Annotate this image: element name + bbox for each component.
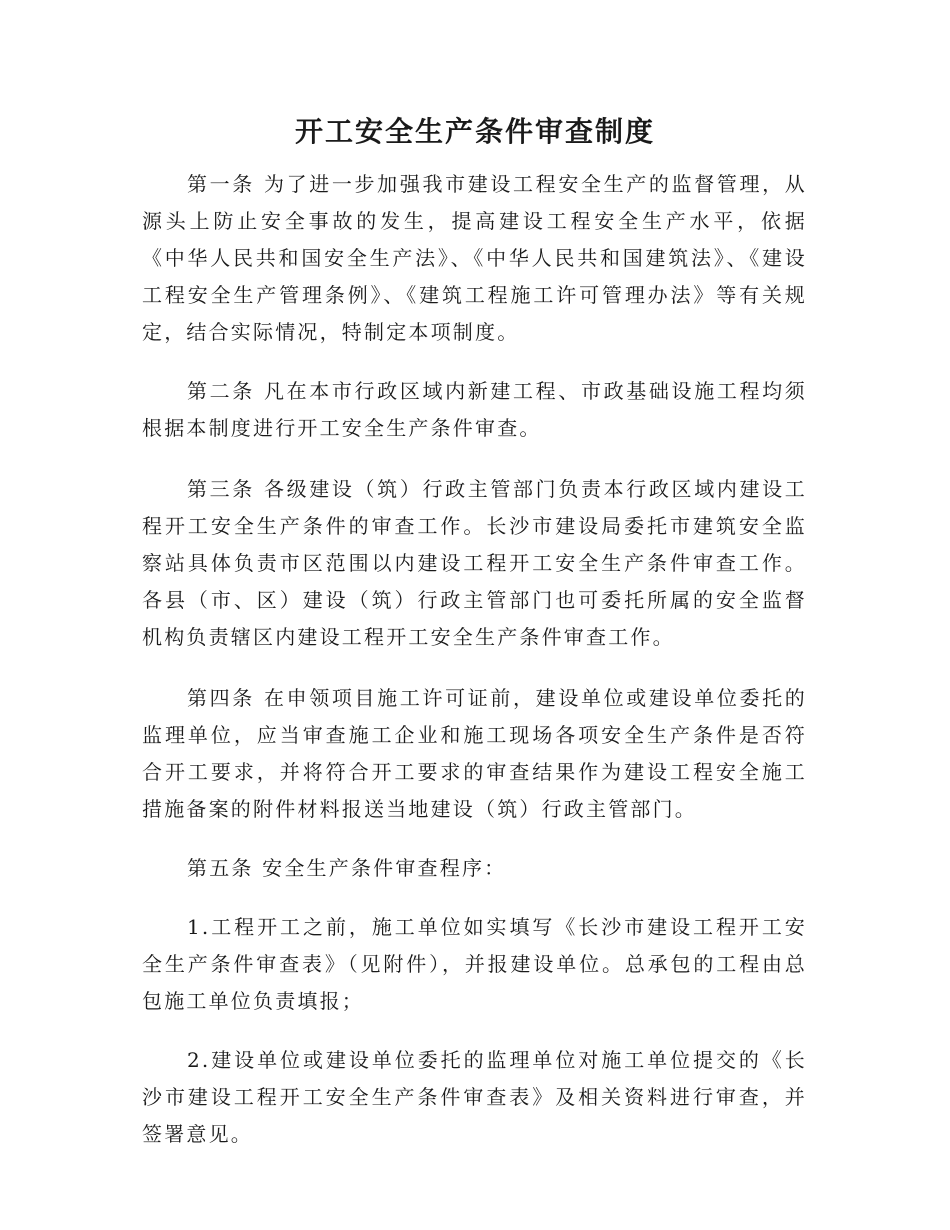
paragraph-article-1: 第一条 为了进一步加强我市建设工程安全生产的监督管理，从源头上防止安全事故的发生，提高建设工程安全生产水平，依据《中华人民共和国安全生产法》、《中华人民共和国建筑法》、《建设工程安全生产管理条例》、《建筑工程施工许可管理办法》等有关规定，结合实际情况，特制定本项制度。 <box>142 172 807 344</box>
document-body <box>142 166 807 1177</box>
paragraph-procedure-step-2: 2.建设单位或建设单位委托的监理单位对施工单位提交的《长沙市建设工程开工安全生产条件审查表》及相关资料进行审查，并签署意见。 <box>142 1048 807 1146</box>
document-title: 开工安全生产条件审查制度 <box>294 115 655 148</box>
paragraph-article-2: 第二条 凡在本市行政区域内新建工程、市政基础设施工程均须根据本制度进行开工安全生产条件审查。 <box>142 379 807 440</box>
paragraph-article-3: 第三条 各级建设（筑）行政主管部门负责本行政区域内建设工程开工安全生产条件的审查工作。长沙市建设局委托市建筑安全监察站具体负责市区范围以内建设工程开工安全生产条件审查工作。各县（市、区）建设（筑）行政主管部门也可委托所属的安全监督机构负责辖区内建设工程开工安全生产条件审查工作。 <box>142 477 807 649</box>
paragraph-procedure-step-1: 1.工程开工之前，施工单位如实填写《长沙市建设工程开工安全生产条件审查表》（见附件），并报建设单位。总承包的工程由总包施工单位负责填报； <box>142 915 807 1013</box>
paragraph-article-4: 第四条 在申领项目施工许可证前，建设单位或建设单位委托的监理单位，应当审查施工企业和施工现场各项安全生产条件是否符合开工要求，并将符合开工要求的审查结果作为建设工程安全施工措施备案的附件材料报送当地建设（筑）行政主管部门。 <box>142 686 807 821</box>
paragraph-article-5: 第五条 安全生产条件审查程序： <box>187 856 507 880</box>
